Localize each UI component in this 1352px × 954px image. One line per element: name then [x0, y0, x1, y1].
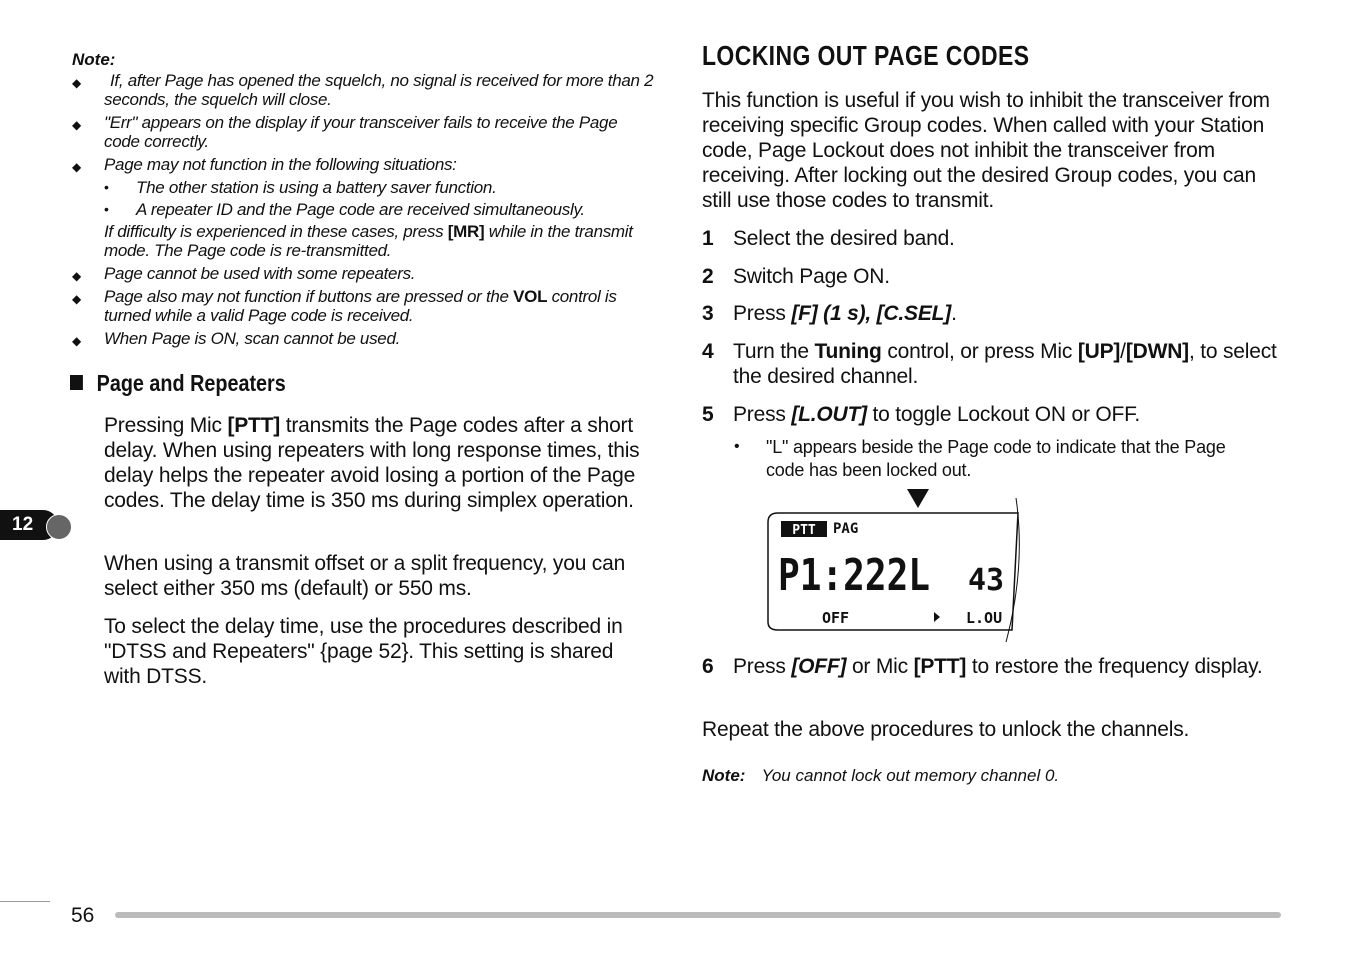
- step-text: [733, 402, 1278, 427]
- tuning-key: Tuning: [814, 340, 882, 363]
- step5-text-b: to toggle Lockout ON or OFF.: [866, 403, 1141, 426]
- difficulty-text-b: while in the transmit mode. The Page code is re-transmitted.: [104, 222, 633, 260]
- step4-text-c: /: [1120, 340, 1126, 363]
- dot-bullet-icon: •: [104, 201, 109, 217]
- f-cs-key: [F] (1 s), [C.SEL]: [791, 302, 952, 325]
- up-key: [UP]: [1077, 340, 1121, 363]
- note-item: Page cannot be used with some repeaters.: [104, 264, 416, 283]
- step6-text-c: to restore the frequency display.: [966, 655, 1263, 678]
- note-item: If, after Page has opened the squelch, no signal is received for more than 2 seconds, the squelch will close.: [104, 71, 654, 109]
- step3-text-b: .: [951, 302, 957, 325]
- step-number: 2: [702, 265, 714, 288]
- step-number: 4: [702, 340, 714, 363]
- lcd-lout-label: L.OU: [966, 609, 1003, 627]
- lcd-main-readout: P1:222L: [778, 550, 930, 601]
- dot-bullet-icon: •: [104, 179, 109, 195]
- lcd-arrow-icon: [934, 612, 940, 622]
- lcd-display-illustration: [700, 482, 1040, 647]
- paragraph: When using a transmit offset or a split frequency, you can select either 350 ms (default) or 550 ms.: [104, 552, 626, 600]
- ptt-key: [PTT]: [913, 655, 967, 678]
- paragraph: To select the delay time, use the procedures described in "DTSS and Repeaters" {page 52}. This setting is shared with DTSS.: [104, 615, 623, 688]
- step4-text-b: control, or press Mic: [881, 340, 1078, 363]
- bottom-note-text: You cannot lock out memory channel 0.: [761, 766, 1060, 785]
- chapter-tab: 12: [0, 510, 58, 540]
- lout-key: [L.OUT]: [791, 403, 867, 426]
- p1-text-b: transmits the Page codes after a short delay. When using repeaters with long response times, this delay helps the repeater avoid losing a portion of the Page codes. The delay time is 350 ms during simplex operation.: [104, 414, 640, 512]
- pointer-arrow-icon: [907, 489, 929, 508]
- difficulty-text-a: If difficulty is experienced in these cases, press: [104, 222, 448, 241]
- ptt-label: PTT: [792, 523, 816, 538]
- p1-text-a: Pressing Mic: [104, 414, 228, 437]
- step6-text-b: or Mic: [846, 655, 914, 678]
- diamond-bullet-icon: ◆: [72, 118, 81, 132]
- sub-note-item: The other station is using a battery saver function.: [136, 178, 497, 197]
- step-text: [733, 654, 1278, 679]
- step4-text-a: Turn the: [733, 340, 815, 363]
- paragraph: [104, 413, 649, 513]
- diamond-bullet-icon: ◆: [72, 76, 81, 90]
- page-title: LOCKING OUT PAGE CODES: [702, 40, 1030, 71]
- off-key: [OFF]: [791, 655, 847, 678]
- dot-bullet-icon: •: [734, 438, 740, 455]
- step-number: 6: [702, 655, 714, 678]
- lcd-channel-readout: 43: [968, 563, 1005, 598]
- note5-text-a: Page also may not function if buttons are pressed or the: [104, 287, 514, 306]
- chapter-tab-circle-icon: [46, 514, 72, 540]
- footer-divider: [0, 901, 50, 902]
- step-text: [733, 339, 1278, 389]
- page-number: 56: [71, 904, 95, 927]
- note-item: "Err" appears on the display if your transceiver fails to receive the Page code correctly.: [104, 113, 618, 151]
- diamond-bullet-icon: ◆: [72, 292, 81, 306]
- section-title: Page and Repeaters: [96, 370, 286, 396]
- note5-text-b: control is turned while a valid Page code is received.: [104, 287, 617, 325]
- dwn-key: [DWN]: [1125, 340, 1189, 363]
- section-heading: [70, 370, 286, 397]
- vol-key: VOL: [513, 287, 548, 306]
- step-number: 1: [702, 227, 714, 250]
- diamond-bullet-icon: ◆: [72, 160, 81, 174]
- step-text: [733, 301, 1278, 326]
- step4-text-d: , to select the desired channel.: [733, 340, 1277, 388]
- step-number: 5: [702, 403, 714, 426]
- step-text: Switch Page ON.: [733, 265, 890, 288]
- step-text: Select the desired band.: [733, 227, 955, 250]
- pag-label: PAG: [833, 521, 859, 537]
- square-bullet-icon: [70, 375, 83, 390]
- intro-paragraph: This function is useful if you wish to inhibit the transceiver from receiving specific Group codes. When called with your Station code, Page Lockout does not inhibit the transceiver from receiving. After locking out the desired Group codes, you can still use those codes to transmit.: [702, 89, 1270, 212]
- bottom-note-label: Note:: [702, 766, 746, 785]
- step3-text-a: Press: [733, 302, 792, 325]
- step5-text-a: Press: [733, 403, 792, 426]
- note-item: [104, 287, 656, 325]
- diamond-bullet-icon: ◆: [72, 269, 81, 283]
- ptt-key: [PTT]: [227, 414, 281, 437]
- footer-bar: [115, 912, 1281, 918]
- step-number: 3: [702, 302, 714, 325]
- bottom-note: [702, 766, 1059, 786]
- step6-text-a: Press: [733, 655, 792, 678]
- note-item: When Page is ON, scan cannot be used.: [104, 329, 401, 348]
- diamond-bullet-icon: ◆: [72, 334, 81, 348]
- note-label: Note:: [72, 50, 116, 69]
- step5-bullet-text: "L" appears beside the Page code to indicate that the Page code has been locked out.: [766, 437, 1226, 480]
- difficulty-note: [104, 222, 656, 260]
- mr-key: [MR]: [447, 222, 485, 241]
- sub-note-item: A repeater ID and the Page code are received simultaneously.: [136, 200, 585, 219]
- note-item: Page may not function in the following situations:: [104, 155, 457, 174]
- repeat-paragraph: Repeat the above procedures to unlock the channels.: [702, 718, 1190, 741]
- lcd-off-label: OFF: [822, 609, 850, 627]
